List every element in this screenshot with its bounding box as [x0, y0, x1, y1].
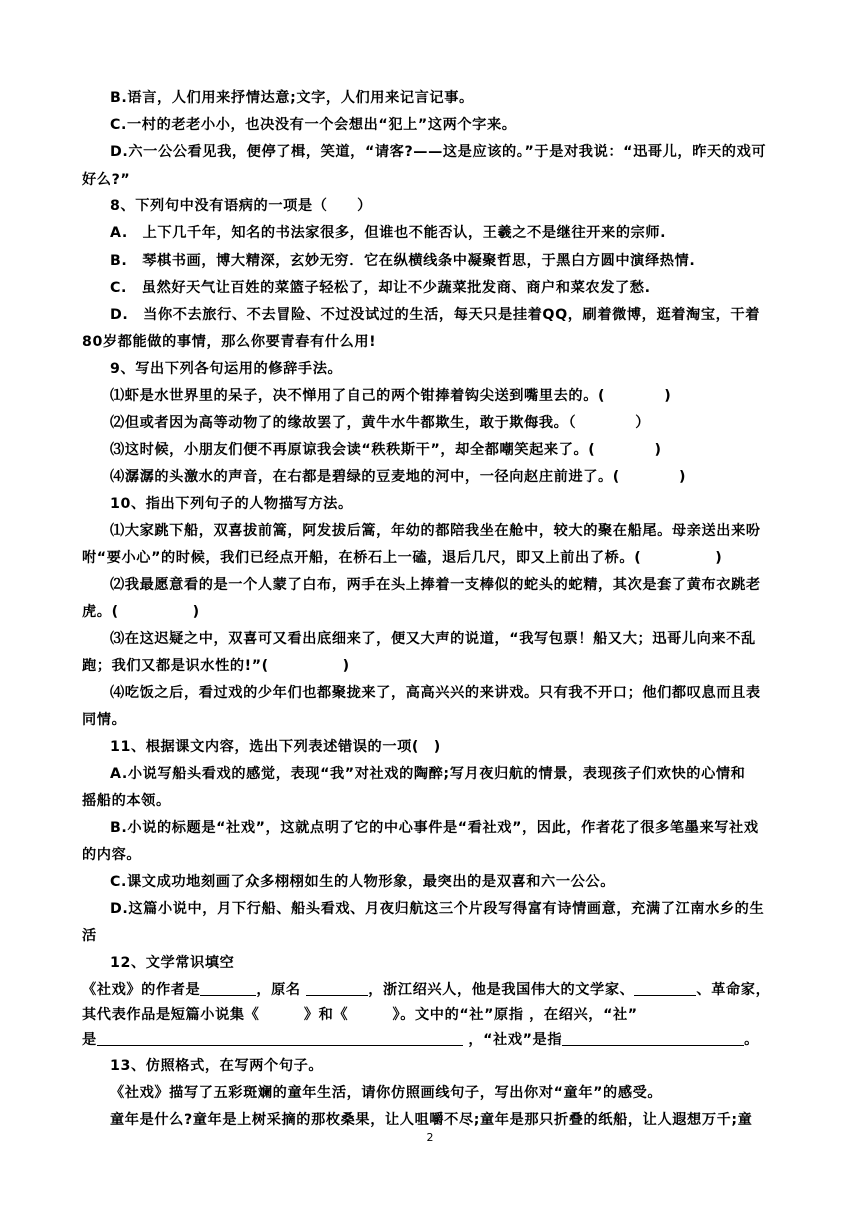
text-line: 虎。( ) [82, 604, 200, 620]
question-9-item-2: ⑵但或者因为高等动物了的缘故罢了，黄牛水牛都欺生，敢于欺侮我。（ ） [110, 415, 651, 431]
fill-text: 、革命家， [696, 982, 771, 998]
text-line: 摇船的本领。 [82, 793, 171, 809]
fill-text: 。 [744, 1032, 759, 1048]
answer-blank[interactable] [306, 981, 368, 996]
fill-text: 《社戏》的作者是 [82, 982, 201, 998]
question-11-title: 11、根据课文内容，选出下列表述错误的一项( ) [110, 739, 441, 755]
question-13-example: 童年是什么?童年是上树采摘的那枚桑果，让人咀嚼不尽;童年是那只折叠的纸船，让人遐想万千;童 [110, 1112, 753, 1128]
answer-blank[interactable] [562, 1031, 744, 1046]
question-13-title: 13、仿照格式，在写两个句子。 [110, 1058, 324, 1074]
question-11-option-d: D.这篇小说中，月下行船、船头看戏、月夜归航这三个片段写得富有诗情画意，充满了江南水乡的生 [110, 901, 765, 917]
fill-text: ，原名 [256, 982, 301, 998]
question-10-title: 10、指出下列句子的人物描写方法。 [110, 496, 353, 512]
question-10-item-4: ⑷吃饭之后，看过戏的少年们也都聚拢来了，高高兴兴的来讲戏。只有我不开口；他们都叹息而且表 [110, 685, 761, 701]
question-8-option-d: D. 当你不去旅行、不去冒险、不过没试过的生活，每天只是挂着QQ，刷着微博，逛着淘宝，干着 [110, 307, 760, 323]
question-9-title: 9、写出下列各句运用的修辞手法。 [110, 361, 343, 377]
question-11-option-c: C.课文成功地刻画了众多栩栩如生的人物形象，最突出的是双喜和六一公公。 [110, 874, 615, 890]
page-number: 2 [426, 1131, 434, 1144]
fill-blank-line-2: 其代表作品是短篇小说集《 》和《 》。文中的“社”原指 ，在绍兴，“社” [82, 1007, 638, 1023]
text-line: 同情。 [82, 712, 127, 728]
option-d-line: D.六一公公看见我，便停了楫，笑道，“请客?——这是应该的。”于是对我说：“迅哥儿，昨天的戏可 [110, 144, 767, 160]
question-10-item-1: ⑴大家跳下船，双喜拔前篙，阿发拔后篙，年幼的都陪我坐在舱中，较大的聚在船尾。母亲送出来吩 [110, 523, 761, 539]
question-12-title: 12、文学常识填空 [110, 955, 235, 971]
answer-blank[interactable] [97, 1031, 463, 1046]
text-line: 好么?” [82, 172, 131, 188]
question-8-option-a: A. 上下几千年，知名的书法家很多，但谁也不能否认，王羲之不是继往开来的宗师. [110, 225, 667, 241]
answer-blank[interactable] [200, 981, 256, 996]
text-line: 的内容。 [82, 847, 142, 863]
question-8-option-b: B. 琴棋书画，博大精深，玄妙无穷．它在纵横线条中凝聚哲思，于黑白方圆中演绎热情. [110, 253, 696, 269]
question-9-item-1: ⑴虾是水世界里的呆子，决不惮用了自己的两个钳捧着钩尖送到嘴里去的。( ) [110, 388, 672, 404]
question-8-option-c: C. 虽然好天气让百姓的菜篮子轻松了，却让不少蔬菜批发商、商户和菜农发了愁. [110, 280, 651, 296]
question-11-option-b: B.小说的标题是“社戏”，这就点明了它的中心事件是“看社戏”，因此，作者花了很多笔墨来写社戏 [110, 820, 759, 836]
option-b-line: B.语言，人们用来抒情达意;文字，人们用来记言记事。 [110, 90, 474, 106]
text-line: 活 [82, 928, 97, 944]
question-10-item-3: ⑶在这迟疑之中，双喜可又看出底细来了，便又大声的说道，“我写包票！船又大；迅哥儿向来不乱 [110, 631, 756, 647]
question-9-item-4: ⑷潺潺的头激水的声音，在右都是碧绿的豆麦地的河中，一径向赵庄前进了。( ) [110, 469, 687, 485]
text-line: 跑；我们又都是识水性的!”( ) [82, 658, 350, 674]
question-8-title: 8、下列句中没有语病的一项是（ ） [110, 198, 372, 214]
question-11-option-a: A.小说写船头看戏的感觉，表现“我”对社戏的陶醉;写月夜归航的情景，表现孩子们欢快的心情和 [110, 766, 746, 782]
answer-blank[interactable] [634, 981, 696, 996]
fill-blank-line-1 [82, 980, 770, 1000]
question-9-item-3: ⑶这时候，小朋友们便不再原谅我会读“秩秩斯干”，却全都嘲笑起来了。( ) [110, 442, 662, 458]
text-line: 咐“要小心”的时候，我们已经点开船，在桥石上一磕，退后几尺，即又上前出了桥。( ) [82, 550, 723, 566]
fill-text: ，“社戏”是指 [468, 1032, 563, 1048]
text-line: 80岁都能做的事情，那么你要青春有什么用! [82, 334, 377, 350]
fill-text: ，浙江绍兴人，他是我国伟大的文学家、 [368, 982, 635, 998]
fill-text: 是 [82, 1032, 97, 1048]
fill-blank-line-3 [82, 1030, 759, 1050]
option-c-line: C.一村的老老小小，也决没有一个会想出“犯上”这两个字来。 [110, 117, 517, 133]
question-13-prompt: 《社戏》描写了五彩斑斓的童年生活，请你仿照画线句子，写出你对“童年”的感受。 [110, 1085, 663, 1101]
question-10-item-2: ⑵我最愿意看的是一个人蒙了白布，两手在头上捧着一支棒似的蛇头的蛇精，其次是套了黄布衣跳老 [110, 577, 761, 593]
